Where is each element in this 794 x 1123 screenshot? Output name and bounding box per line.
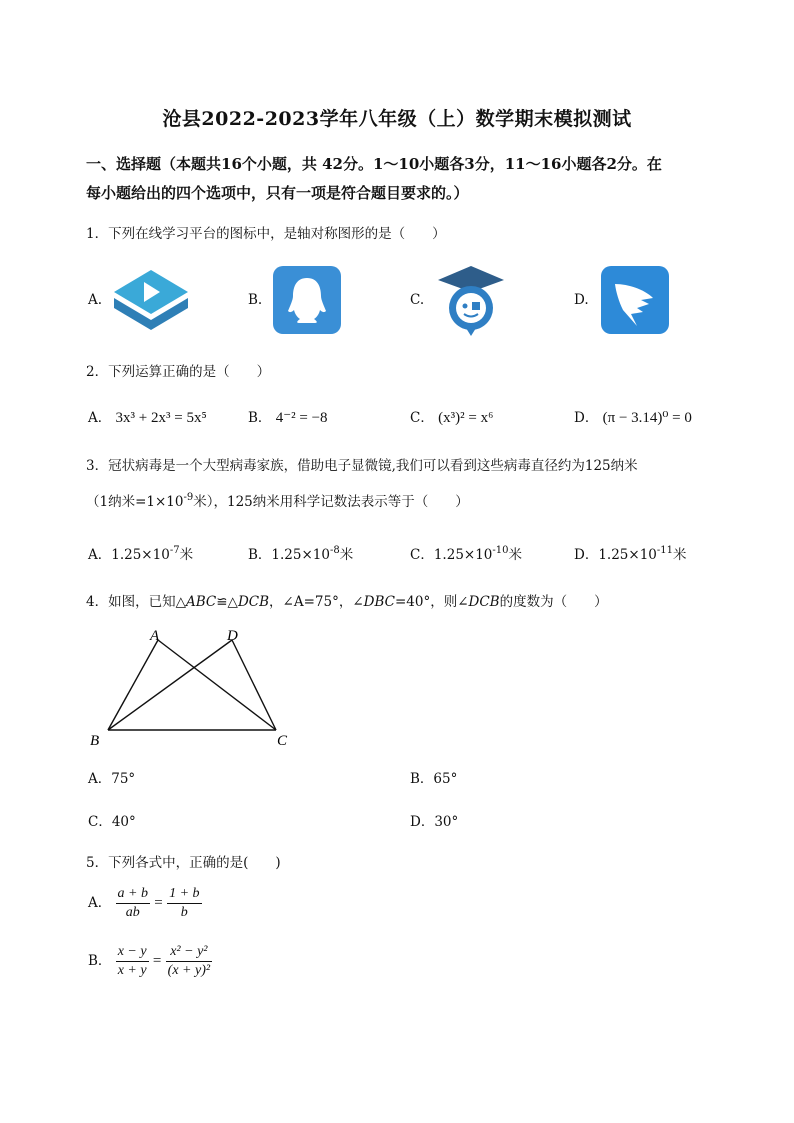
q2-option-b-expression: 4⁻² = −8 (275, 410, 328, 426)
wing-dingtalk-app-icon (601, 266, 669, 334)
q1-option-d-label: D. (574, 292, 589, 308)
q4-angle-a: ，∠A=75°，∠ (269, 594, 364, 610)
q4-stem-end: 的度数为（ ） (499, 594, 608, 610)
q2-option-d-label: D． (574, 410, 599, 426)
section-heading (86, 150, 711, 208)
q5-option-a (88, 886, 202, 921)
fraction-denominator: (x + y)² (167, 963, 211, 978)
q3-option-b-base: 1.25×10 (271, 547, 330, 563)
q3-stem-text-a: （1纳米=1×10 (86, 494, 184, 510)
page-title: 沧县2022-2023学年八年级（上）数学期末模拟测试 (162, 108, 632, 130)
q3-option-a-base: 1.25×10 (111, 547, 170, 563)
q3-option-d-unit: 米 (673, 547, 687, 563)
q3-stem-text-b: 米），125纳米用科学记数法表示等于（ ） (193, 494, 469, 510)
q3-option-c-exponent: -10 (492, 545, 509, 556)
q3-option-a-label: A． (88, 547, 112, 563)
segment-db (108, 640, 232, 730)
fraction-numerator: x − y (116, 944, 149, 962)
segment-dc (232, 640, 276, 730)
question-3-stem-line-2 (86, 490, 469, 510)
vertex-label-c: C (277, 733, 288, 749)
q3-option-a-unit: 米 (179, 547, 194, 563)
q2-option-a-expression: 3x³ + 2x³ = 5x⁵ (115, 410, 207, 426)
section-heading-line-2: 每小题给出的四个选项中，只有一项是符合题目要求的。） (86, 184, 469, 202)
question-4-stem (86, 590, 608, 610)
q3-option-a (88, 543, 193, 563)
play-education-app-icon (112, 268, 190, 332)
segment-ab (108, 640, 158, 730)
segment-ac (158, 640, 276, 730)
q4-stem-a: 4．如图，已知△ (86, 594, 186, 610)
q2-option-b-label: B． (248, 410, 272, 426)
vertex-label-d: D (227, 628, 238, 644)
fraction-denominator: ab (125, 905, 140, 920)
q3-option-c-unit: 米 (508, 547, 523, 563)
fraction-denominator: x + y (117, 963, 147, 978)
q3-option-b (248, 543, 353, 563)
q3-option-d (574, 543, 687, 563)
fraction-numerator: 1 + b (167, 886, 201, 904)
question-2-stem: 2．下列运算正确的是（ ） (86, 364, 271, 380)
q4-angle-dbc-name: DBC (363, 594, 395, 610)
penguin-qq-app-icon (273, 266, 341, 334)
q3-stem-exponent: -9 (183, 492, 194, 503)
q4-option-d: D．30° (410, 814, 459, 830)
vertex-label-a: A (150, 628, 160, 644)
q1-option-b-label: B. (248, 292, 263, 308)
q4-triangle-abc: ABC (185, 594, 217, 610)
section-heading-line-1: 一、选择题（本题共16个小题，共 42分。1～10小题各3分，11～16小题各2分。在 (86, 155, 662, 173)
q5-option-b-label: B． (88, 953, 112, 969)
q4-angle-dbc-value: =40°，则∠ (394, 594, 469, 610)
q2-option-a-label: A． (88, 410, 112, 426)
q3-option-a-exponent: -7 (169, 545, 180, 556)
q1-option-c-label: C. (410, 292, 425, 308)
q1-option-a-label: A. (88, 292, 103, 308)
q4-angle-dcb-name: DCB (468, 594, 500, 610)
q4-triangle-dcb: DCB (237, 594, 270, 610)
q2-option-a (88, 406, 207, 427)
question-5-stem: 5．下列各式中，正确的是( ) (86, 855, 281, 871)
q3-option-c-label: C． (410, 547, 434, 563)
question-3-stem-line-1: 3．冠状病毒是一个大型病毒家族，借助电子显微镜,我们可以看到这些病毒直径约为125纳米 (86, 458, 638, 474)
q2-option-b (248, 406, 328, 427)
q5-option-a-fraction-right (167, 886, 201, 921)
q5-option-a-label: A． (88, 895, 112, 911)
question-1-stem: 1．下列在线学习平台的图标中，是轴对称图形的是（ ） (86, 226, 446, 242)
fraction-numerator: a + b (116, 886, 150, 904)
q5-option-b-fraction-right (166, 944, 212, 979)
equals-sign: = (154, 895, 163, 911)
q2-option-c (410, 406, 493, 427)
equals-sign: = (152, 953, 162, 969)
q3-option-c (410, 543, 522, 563)
triangle-figure (86, 620, 306, 752)
q5-option-b-fraction-left (116, 944, 149, 979)
q5-option-b (88, 944, 212, 979)
q2-option-d (574, 406, 692, 427)
q4-option-c: C．40° (88, 814, 136, 830)
q5-option-a-fraction-left (116, 886, 150, 921)
fraction-denominator: b (180, 905, 188, 920)
q3-option-b-label: B． (248, 547, 272, 563)
q2-option-c-label: C． (410, 410, 434, 426)
graduation-cap-face-app-icon (436, 264, 506, 338)
q2-option-d-expression: (π − 3.14)⁰ = 0 (602, 410, 692, 426)
q3-option-d-exponent: -11 (656, 545, 673, 556)
q3-option-d-base: 1.25×10 (598, 547, 657, 563)
fraction-numerator: x² − y² (166, 944, 212, 962)
q2-option-c-expression: (x³)² = x⁶ (438, 410, 494, 426)
q4-congruent-sign: ≌△ (216, 594, 238, 610)
vertex-label-b: B (90, 733, 100, 749)
q3-option-b-unit: 米 (339, 547, 354, 563)
q3-option-c-base: 1.25×10 (433, 547, 493, 563)
q3-option-b-exponent: -8 (329, 545, 340, 556)
q3-option-d-label: D． (574, 547, 599, 563)
q4-option-a: A．75° (88, 771, 136, 787)
q4-option-b: B．65° (410, 771, 458, 787)
